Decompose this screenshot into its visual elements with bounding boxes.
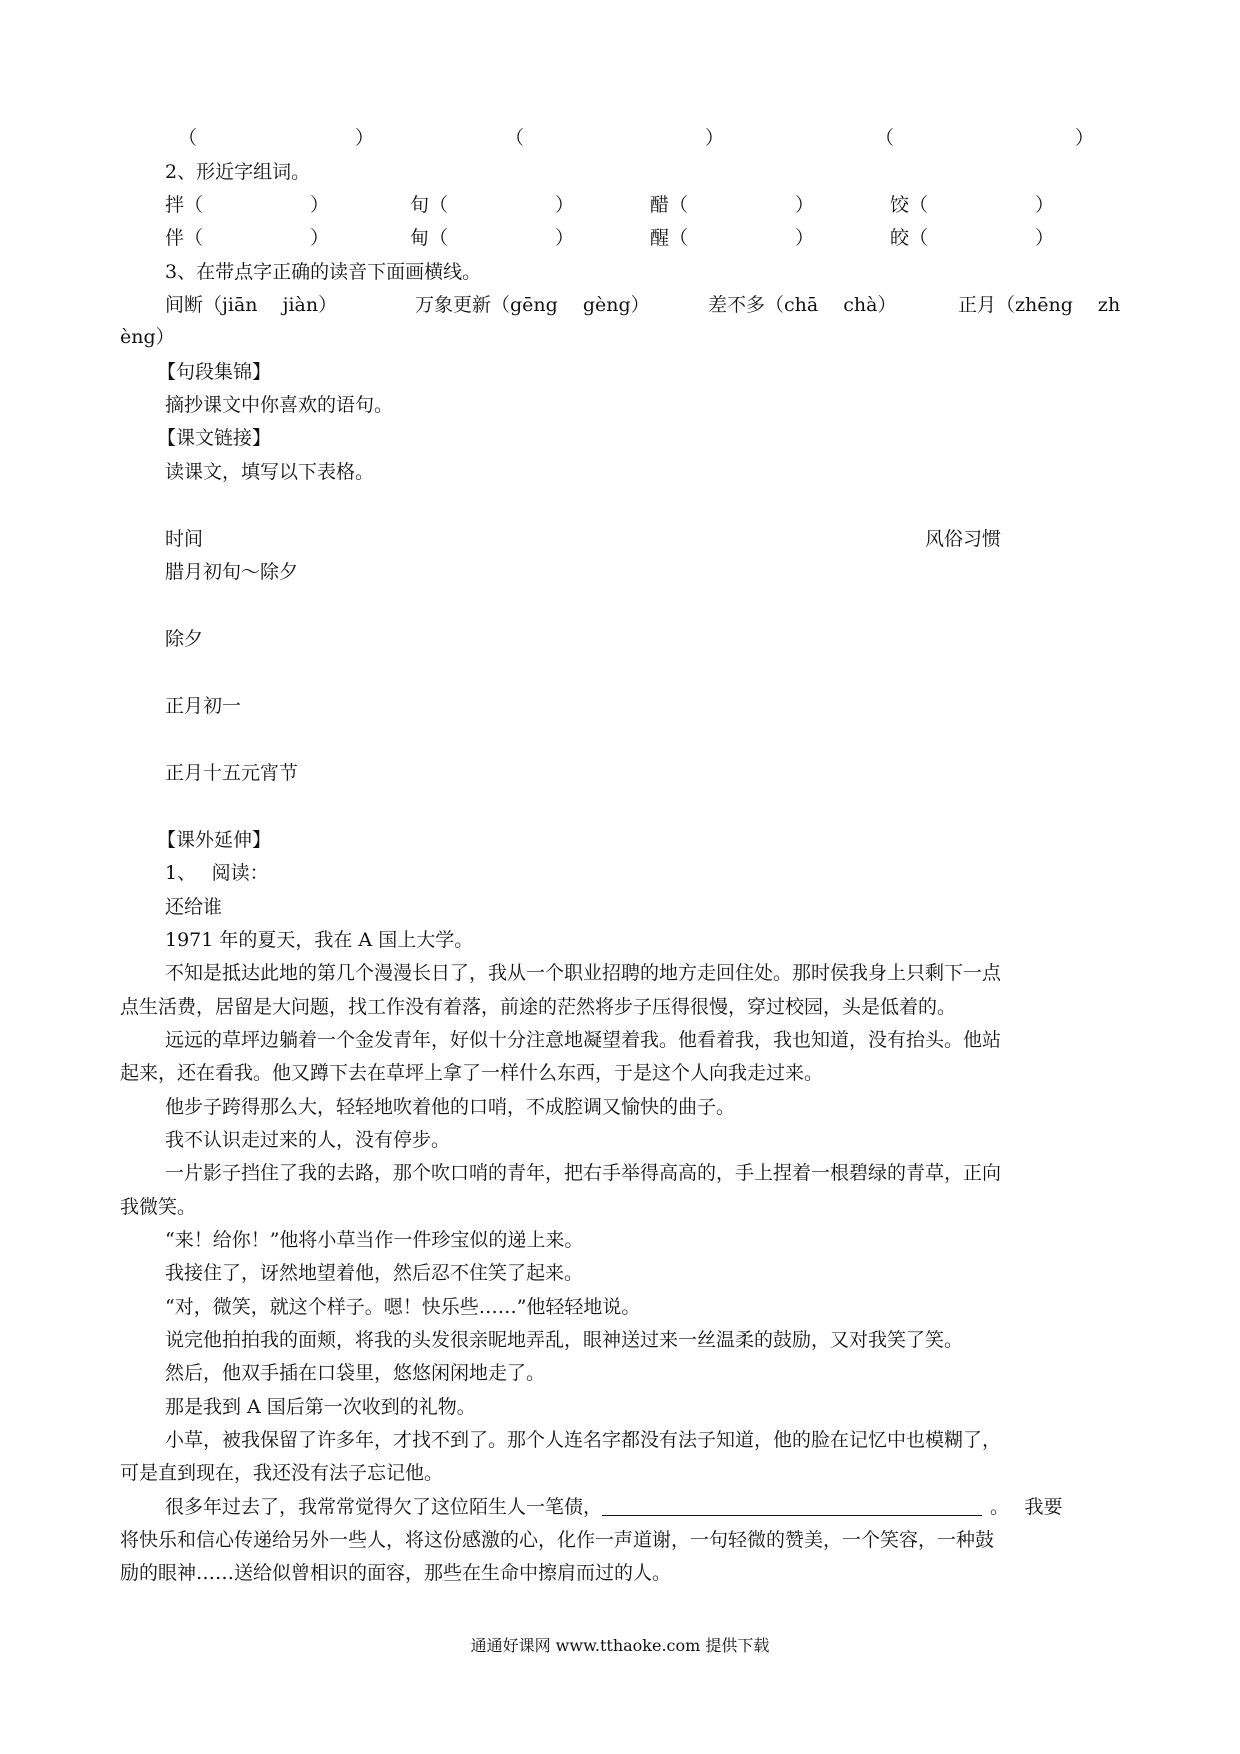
- story-p2-line2: 点生活费，居留是大问题，找工作没有着落，前途的茫然将步子压得很慢，穿过校园，头是低着的。: [120, 996, 957, 1018]
- table-row-1: 腊月初旬～除夕: [165, 561, 299, 583]
- story-p9: “对，微笑，就这个样子。嗯！快乐些……”他轻轻地说。: [165, 1296, 641, 1318]
- q3-title: 3、在带点字正确的读音下面画横线。: [165, 261, 482, 283]
- story-p14-line1: [165, 1495, 1063, 1519]
- section-juduan: 【句段集锦】: [157, 361, 272, 383]
- story-p12: 那是我到 A 国后第一次收到的礼物。: [165, 1396, 476, 1418]
- story-p10: 说完他拍拍我的面颊，将我的头发很亲昵地弄乱，眼神送过来一丝温柔的鼓励，又对我笑了笑。: [165, 1329, 964, 1351]
- q2-r2-c-close: ）: [795, 227, 815, 249]
- story-p3-line2: 起来，还在看我。他又蹲下去在草坪上拿了一样什么东西，于是这个人向我走过来。: [120, 1062, 824, 1084]
- story-p13-line1: 小草，被我保留了许多年，才找不到了。那个人连名字都没有法子知道，他的脸在记忆中也模糊了，: [165, 1429, 1002, 1451]
- story-p6-line2: 我微笑。: [120, 1196, 197, 1218]
- q3-item-3: 差不多（chā chà）: [708, 294, 897, 316]
- story-p14-line3: 励的眼神……送给似曾相识的面容，那些在生命中擦肩而过的人。: [120, 1562, 672, 1584]
- paren-close-1: ）: [355, 127, 375, 149]
- paren-close-3: ）: [1075, 127, 1095, 149]
- story-p13-line2: 可是直到现在，我还没有法子忘记他。: [120, 1462, 444, 1484]
- story-p8: 我接住了，讶然地望着他，然后忍不住笑了起来。: [165, 1262, 584, 1284]
- q3-item-1: 间断（jiān jiàn）: [165, 294, 338, 316]
- story-p1: 1971 年的夏天，我在 A 国上大学。: [165, 929, 474, 951]
- q2-title: 2、形近字组词。: [165, 161, 311, 183]
- q2-r1-d-close: ）: [1035, 194, 1055, 216]
- story-p5: 我不认识走过来的人，没有停步。: [165, 1129, 451, 1151]
- q2-r2-d: 皎（: [890, 227, 929, 249]
- story-title: 还给谁: [165, 896, 223, 918]
- story-p14-line2: 将快乐和信心传递给另外一些人，将这份感激的心，化作一声道谢，一句轻微的赞美，一个笑容，一种鼓: [120, 1529, 995, 1551]
- story-p4: 他步子跨得那么大，轻轻地吹着他的口哨，不成腔调又愉快的曲子。: [165, 1096, 736, 1118]
- section-kewen: 【课文链接】: [157, 427, 272, 449]
- story-p6-line1: 一片影子挡住了我的去路，那个吹口哨的青年，把右手举得高高的，手上捏着一根碧绿的青草，正向: [165, 1162, 1002, 1184]
- story-p2-line1: 不知是抵达此地的第几个漫漫长日了，我从一个职业招聘的地方走回住处。那时侯我身上只剩下一点: [165, 962, 1002, 984]
- table-row-4: 正月十五元宵节: [165, 762, 299, 784]
- q2-r1-a-close: ）: [310, 194, 330, 216]
- q2-r2-d-close: ）: [1035, 227, 1055, 249]
- table-row-3: 正月初一: [165, 695, 242, 717]
- paren-open-2: （: [505, 127, 525, 149]
- table-row-2: 除夕: [165, 628, 204, 650]
- juduan-text: 摘抄课文中你喜欢的语句。: [165, 394, 394, 416]
- table-header-time: 时间: [165, 528, 204, 550]
- q2-r1-c-close: ）: [795, 194, 815, 216]
- q2-r1-b: 旬（: [410, 194, 449, 216]
- paren-close-2: ）: [705, 127, 725, 149]
- paren-open-1: （: [178, 127, 198, 149]
- q2-r1-a: 拌（: [165, 194, 204, 216]
- story-p11: 然后，他双手插在口袋里，悠悠闲闲地走了。: [165, 1362, 546, 1384]
- story-p7: “来！给你！”他将小草当作一件珍宝似的递上来。: [165, 1229, 584, 1251]
- story-p3-line1: 远远的草坪边躺着一个金发青年，好似十分注意地凝望着我。他看着我，我也知道，没有抬头。他站: [165, 1029, 1002, 1051]
- table-header-custom: 风俗习惯: [925, 528, 1002, 550]
- section-kewai: 【课外延伸】: [157, 829, 272, 851]
- q3-item-2: 万象更新（gēng gèng）: [415, 294, 650, 316]
- page-footer: 通通好课网 www.tthaoke.com 提供下载: [470, 1636, 770, 1655]
- q2-r2-a: 伴（: [165, 227, 204, 249]
- q3-tail: èng）: [120, 326, 175, 348]
- story-p14-post: 。 我要: [990, 1496, 1063, 1518]
- q3-item-4: 正月（zhēng zh: [958, 294, 1121, 316]
- paren-open-3: （: [875, 127, 895, 149]
- story-p14-pre: 很多年过去了，我常常觉得欠了这位陌生人一笔债，: [165, 1496, 603, 1518]
- q2-r1-c: 醋（: [650, 194, 689, 216]
- q2-r1-b-close: ）: [555, 194, 575, 216]
- q2-r1-d: 饺（: [890, 194, 929, 216]
- q2-r2-b: 甸（: [410, 227, 449, 249]
- fill-in-blank-line[interactable]: [602, 1495, 982, 1516]
- kewen-text: 读课文，填写以下表格。: [165, 461, 375, 483]
- q2-r2-a-close: ）: [310, 227, 330, 249]
- q2-r2-c: 醒（: [650, 227, 689, 249]
- reading-number: 1、 阅读：: [165, 862, 269, 884]
- q2-r2-b-close: ）: [555, 227, 575, 249]
